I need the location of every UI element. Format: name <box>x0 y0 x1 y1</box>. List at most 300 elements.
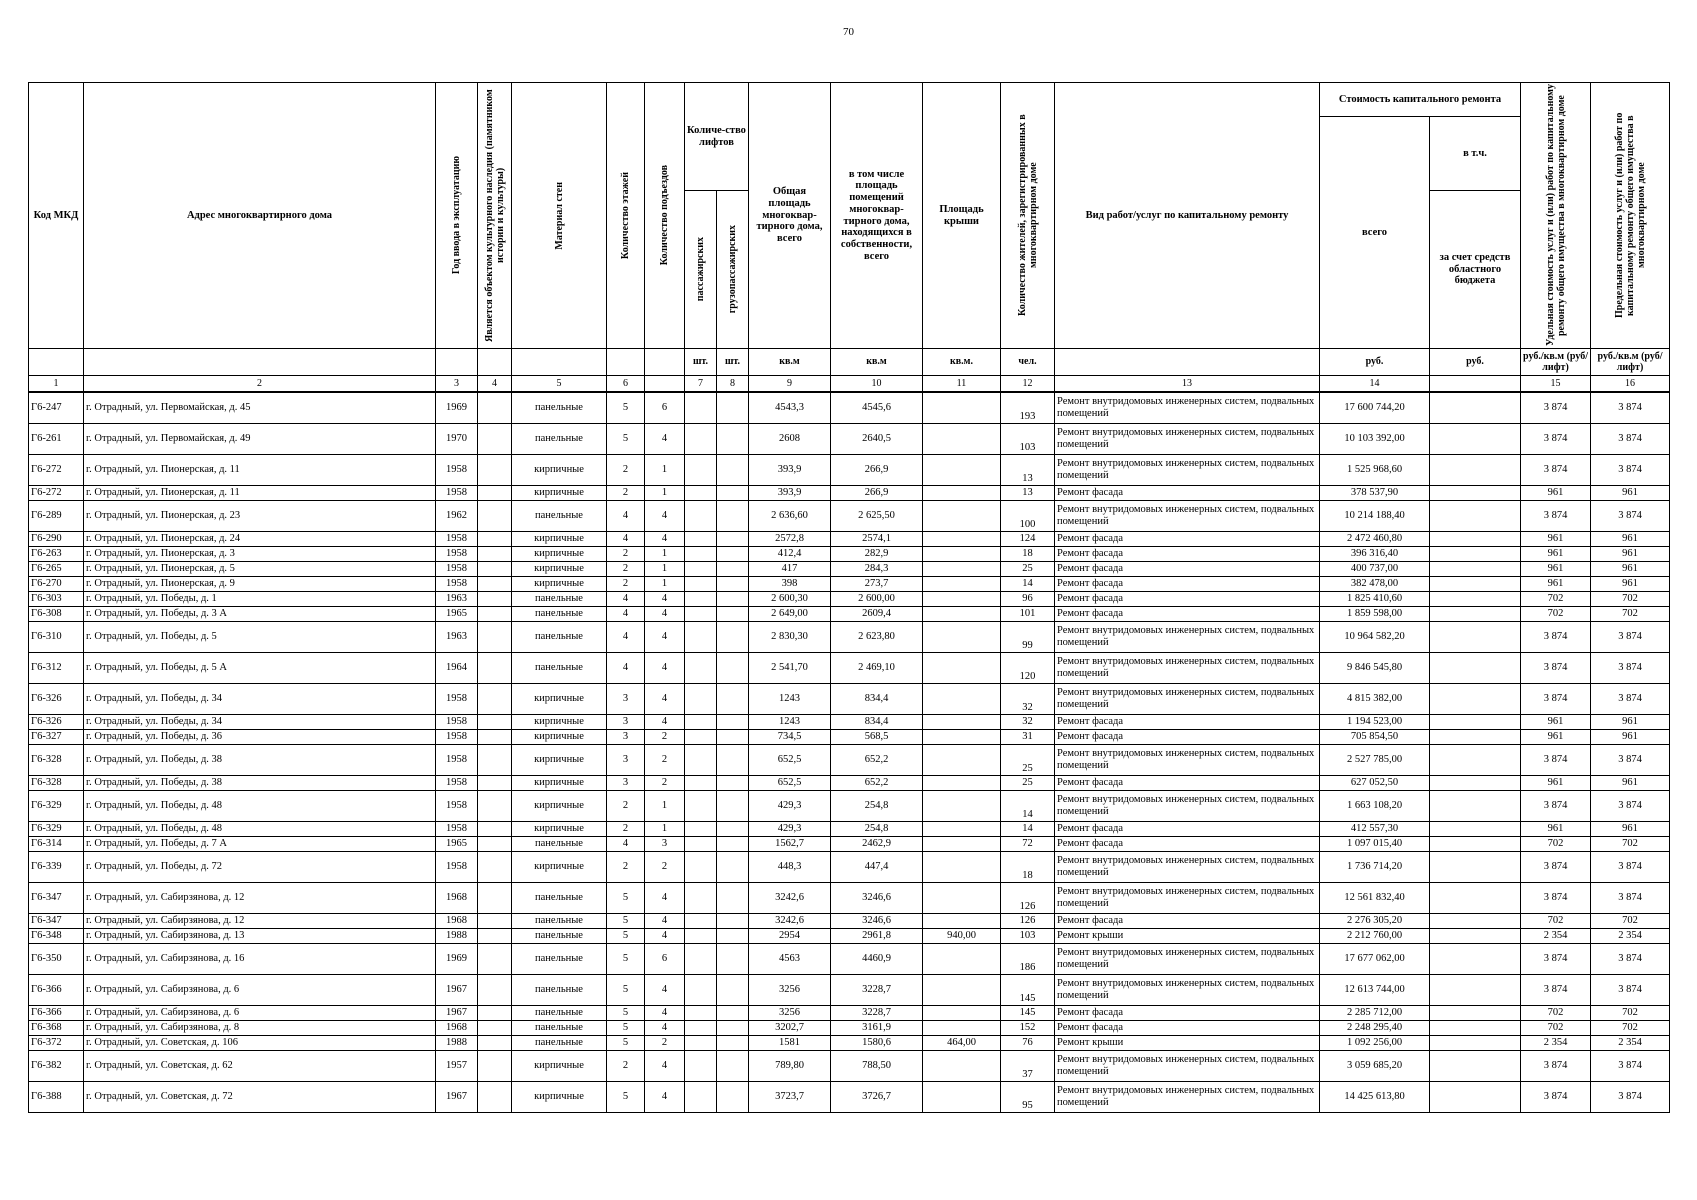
cell-code: Г6-326 <box>29 715 84 730</box>
cell-address: г. Отрадный, ул. Пионерская, д. 24 <box>84 532 436 547</box>
cell-residents: 25 <box>1001 776 1055 791</box>
cell-entrances: 4 <box>645 622 685 653</box>
cell-walls: кирпичные <box>512 455 607 486</box>
cell-max-cost: 702 <box>1591 837 1670 852</box>
cell-roof-area <box>923 653 1001 684</box>
cell-residents: 18 <box>1001 852 1055 883</box>
cell-cost-regional <box>1430 791 1521 822</box>
cell-code: Г6-366 <box>29 975 84 1006</box>
cell-total-area: 3256 <box>749 1006 831 1021</box>
cell-owned-area: 4545,6 <box>831 392 923 424</box>
cell-heritage <box>478 883 512 914</box>
cell-unit-cost: 961 <box>1521 562 1591 577</box>
cell-owned-area: 284,3 <box>831 562 923 577</box>
cell-lifts-passenger <box>685 975 717 1006</box>
cell-residents: 120 <box>1001 653 1055 684</box>
cell-heritage <box>478 791 512 822</box>
cell-max-cost: 3 874 <box>1591 883 1670 914</box>
table-row <box>29 653 1670 684</box>
cell-address: г. Отрадный, ул. Сабирзянова, д. 12 <box>84 914 436 929</box>
cell-year: 1967 <box>436 1082 478 1113</box>
cell-unit-cost: 961 <box>1521 822 1591 837</box>
cell-unit-cost: 3 874 <box>1521 975 1591 1006</box>
cell-work-type: Ремонт фасада <box>1055 822 1320 837</box>
cell-walls: панельные <box>512 944 607 975</box>
cell-code: Г6-329 <box>29 791 84 822</box>
cell-lifts-passenger <box>685 455 717 486</box>
cell-address: г. Отрадный, ул. Советская, д. 72 <box>84 1082 436 1113</box>
cell-cost-total: 10 964 582,20 <box>1320 622 1430 653</box>
cell-owned-area: 2640,5 <box>831 424 923 455</box>
cell-year: 1958 <box>436 730 478 745</box>
cell-cost-total: 1 097 015,40 <box>1320 837 1430 852</box>
cell-residents: 103 <box>1001 424 1055 455</box>
unit-sqm: кв.м <box>749 349 831 376</box>
cell-cost-total: 396 316,40 <box>1320 547 1430 562</box>
cell-floors: 4 <box>607 653 645 684</box>
table-row <box>29 929 1670 944</box>
cell-lifts-cargo <box>717 547 749 562</box>
cell-code: Г6-382 <box>29 1051 84 1082</box>
cell-total-area: 393,9 <box>749 455 831 486</box>
cell-cost-total: 1 194 523,00 <box>1320 715 1430 730</box>
cell-year: 1969 <box>436 392 478 424</box>
table-row <box>29 592 1670 607</box>
cell-cost-total: 1 663 108,20 <box>1320 791 1430 822</box>
cell-work-type: Ремонт фасада <box>1055 607 1320 622</box>
cell-work-type: Ремонт фасада <box>1055 486 1320 501</box>
cell-lifts-cargo <box>717 776 749 791</box>
cell-floors: 5 <box>607 883 645 914</box>
cell-walls: панельные <box>512 1021 607 1036</box>
column-number: 14 <box>1320 376 1430 393</box>
cell-lifts-passenger <box>685 883 717 914</box>
cell-residents: 13 <box>1001 486 1055 501</box>
cell-owned-area: 266,9 <box>831 455 923 486</box>
cell-year: 1958 <box>436 822 478 837</box>
cell-total-area: 4563 <box>749 944 831 975</box>
cell-cost-regional <box>1430 944 1521 975</box>
cell-roof-area <box>923 622 1001 653</box>
cell-total-area: 3723,7 <box>749 1082 831 1113</box>
cell-walls: панельные <box>512 501 607 532</box>
cell-total-area: 393,9 <box>749 486 831 501</box>
cell-work-type: Ремонт фасада <box>1055 776 1320 791</box>
cell-work-type: Ремонт внутридомовых инженерных систем, подвальных помещений <box>1055 1082 1320 1113</box>
cell-walls: кирпичные <box>512 532 607 547</box>
cell-floors: 3 <box>607 684 645 715</box>
table-row <box>29 715 1670 730</box>
cell-unit-cost: 3 874 <box>1521 745 1591 776</box>
cell-year: 1969 <box>436 944 478 975</box>
cell-roof-area <box>923 1006 1001 1021</box>
cell-residents: 101 <box>1001 607 1055 622</box>
cell-cost-regional <box>1430 684 1521 715</box>
column-number: 10 <box>831 376 923 393</box>
cell-heritage <box>478 1021 512 1036</box>
cell-max-cost: 961 <box>1591 562 1670 577</box>
cell-year: 1957 <box>436 1051 478 1082</box>
cell-address: г. Отрадный, ул. Советская, д. 106 <box>84 1036 436 1051</box>
cell-address: г. Отрадный, ул. Победы, д. 5 <box>84 622 436 653</box>
cell-cost-regional <box>1430 776 1521 791</box>
cell-max-cost: 3 874 <box>1591 684 1670 715</box>
cell-max-cost: 961 <box>1591 532 1670 547</box>
cell-lifts-passenger <box>685 929 717 944</box>
cell-entrances: 6 <box>645 944 685 975</box>
cell-floors: 2 <box>607 486 645 501</box>
cell-floors: 4 <box>607 837 645 852</box>
cell-address: г. Отрадный, ул. Победы, д. 48 <box>84 791 436 822</box>
column-number <box>1430 376 1521 393</box>
cell-cost-total: 2 276 305,20 <box>1320 914 1430 929</box>
cell-entrances: 4 <box>645 501 685 532</box>
cell-roof-area: 464,00 <box>923 1036 1001 1051</box>
cell-code: Г6-261 <box>29 424 84 455</box>
cell-year: 1958 <box>436 547 478 562</box>
cell-lifts-passenger <box>685 592 717 607</box>
cell-work-type: Ремонт фасада <box>1055 562 1320 577</box>
cell-walls: панельные <box>512 837 607 852</box>
cell-lifts-cargo <box>717 944 749 975</box>
cell-code: Г6-308 <box>29 607 84 622</box>
cell-unit-cost: 3 874 <box>1521 684 1591 715</box>
cell-roof-area: 940,00 <box>923 929 1001 944</box>
cell-max-cost: 702 <box>1591 914 1670 929</box>
cell-year: 1958 <box>436 684 478 715</box>
cell-cost-total: 1 525 968,60 <box>1320 455 1430 486</box>
cell-owned-area: 2462,9 <box>831 837 923 852</box>
cell-unit-cost: 3 874 <box>1521 622 1591 653</box>
cell-entrances: 2 <box>645 730 685 745</box>
cell-unit-cost: 702 <box>1521 914 1591 929</box>
cell-code: Г6-366 <box>29 1006 84 1021</box>
cell-cost-regional <box>1430 914 1521 929</box>
header-heritage: Является объектом культурного наследия (памятником истории и культуры) <box>483 89 506 342</box>
cell-residents: 145 <box>1001 975 1055 1006</box>
cell-lifts-passenger <box>685 776 717 791</box>
cell-address: г. Отрадный, ул. Победы, д. 5 А <box>84 653 436 684</box>
cell-walls: панельные <box>512 914 607 929</box>
cell-cost-regional <box>1430 392 1521 424</box>
cell-max-cost: 3 874 <box>1591 622 1670 653</box>
cell-code: Г6-329 <box>29 822 84 837</box>
cell-cost-total: 1 859 598,00 <box>1320 607 1430 622</box>
cell-heritage <box>478 852 512 883</box>
cell-code: Г6-368 <box>29 1021 84 1036</box>
table-row <box>29 914 1670 929</box>
cell-roof-area <box>923 852 1001 883</box>
cell-total-area: 2572,8 <box>749 532 831 547</box>
cell-year: 1958 <box>436 791 478 822</box>
cell-work-type: Ремонт внутридомовых инженерных систем, подвальных помещений <box>1055 791 1320 822</box>
cell-cost-regional <box>1430 455 1521 486</box>
cell-work-type: Ремонт внутридомовых инженерных систем, подвальных помещений <box>1055 975 1320 1006</box>
cell-entrances: 4 <box>645 607 685 622</box>
cell-entrances: 3 <box>645 837 685 852</box>
cell-lifts-cargo <box>717 532 749 547</box>
cell-max-cost: 3 874 <box>1591 975 1670 1006</box>
cell-year: 1965 <box>436 607 478 622</box>
cell-cost-total: 378 537,90 <box>1320 486 1430 501</box>
cell-heritage <box>478 745 512 776</box>
table-row <box>29 837 1670 852</box>
cell-walls: кирпичные <box>512 577 607 592</box>
cell-residents: 96 <box>1001 592 1055 607</box>
cell-total-area: 3256 <box>749 975 831 1006</box>
cell-work-type: Ремонт внутридомовых инженерных систем, подвальных помещений <box>1055 653 1320 684</box>
cell-address: г. Отрадный, ул. Победы, д. 3 А <box>84 607 436 622</box>
cell-cost-total: 14 425 613,80 <box>1320 1082 1430 1113</box>
column-number: 15 <box>1521 376 1591 393</box>
cell-total-area: 2 636,60 <box>749 501 831 532</box>
column-number: 1 <box>29 376 84 393</box>
cell-code: Г6-310 <box>29 622 84 653</box>
column-number: 12 <box>1001 376 1055 393</box>
cell-unit-cost: 961 <box>1521 730 1591 745</box>
cell-cost-regional <box>1430 715 1521 730</box>
cell-heritage <box>478 1051 512 1082</box>
cell-heritage <box>478 547 512 562</box>
cell-code: Г6-314 <box>29 837 84 852</box>
cell-roof-area <box>923 1082 1001 1113</box>
cell-roof-area <box>923 914 1001 929</box>
cell-unit-cost: 702 <box>1521 592 1591 607</box>
cell-heritage <box>478 562 512 577</box>
column-numbers-row <box>29 376 1670 393</box>
cell-walls: кирпичные <box>512 730 607 745</box>
unit-sqm: кв.м <box>831 349 923 376</box>
cell-cost-regional <box>1430 577 1521 592</box>
cell-code: Г6-327 <box>29 730 84 745</box>
cell-residents: 72 <box>1001 837 1055 852</box>
cell-lifts-passenger <box>685 577 717 592</box>
cell-entrances: 2 <box>645 745 685 776</box>
cell-lifts-passenger <box>685 1006 717 1021</box>
cell-lifts-passenger <box>685 392 717 424</box>
cell-lifts-cargo <box>717 852 749 883</box>
unit-rub-per-sqm: руб./кв.м (руб/лифт) <box>1591 349 1670 376</box>
cell-max-cost: 3 874 <box>1591 1082 1670 1113</box>
cell-unit-cost: 961 <box>1521 547 1591 562</box>
cell-floors: 2 <box>607 852 645 883</box>
table-row <box>29 486 1670 501</box>
cell-work-type: Ремонт внутридомовых инженерных систем, подвальных помещений <box>1055 944 1320 975</box>
cell-heritage <box>478 577 512 592</box>
cell-unit-cost: 702 <box>1521 1021 1591 1036</box>
column-number <box>645 376 685 393</box>
cell-entrances: 1 <box>645 562 685 577</box>
cell-lifts-passenger <box>685 1021 717 1036</box>
cell-entrances: 4 <box>645 975 685 1006</box>
cell-walls: кирпичные <box>512 547 607 562</box>
cell-year: 1958 <box>436 562 478 577</box>
cell-residents: 126 <box>1001 914 1055 929</box>
cell-entrances: 6 <box>645 392 685 424</box>
cell-year: 1968 <box>436 883 478 914</box>
cell-work-type: Ремонт внутридомовых инженерных систем, подвальных помещений <box>1055 455 1320 486</box>
cell-cost-total: 382 478,00 <box>1320 577 1430 592</box>
cell-work-type: Ремонт внутридомовых инженерных систем, подвальных помещений <box>1055 1051 1320 1082</box>
cell-roof-area <box>923 424 1001 455</box>
cell-year: 1988 <box>436 1036 478 1051</box>
cell-total-area: 1581 <box>749 1036 831 1051</box>
cell-floors: 3 <box>607 730 645 745</box>
cell-code: Г6-339 <box>29 852 84 883</box>
cell-lifts-cargo <box>717 715 749 730</box>
cell-max-cost: 3 874 <box>1591 852 1670 883</box>
header-cost-regional: за счет средств областного бюджета <box>1430 191 1521 349</box>
cell-floors: 5 <box>607 1082 645 1113</box>
cell-owned-area: 652,2 <box>831 776 923 791</box>
cell-lifts-passenger <box>685 837 717 852</box>
cell-owned-area: 254,8 <box>831 822 923 837</box>
cell-lifts-cargo <box>717 486 749 501</box>
cell-max-cost: 3 874 <box>1591 424 1670 455</box>
cell-roof-area <box>923 745 1001 776</box>
cell-walls: панельные <box>512 607 607 622</box>
cell-max-cost: 2 354 <box>1591 929 1670 944</box>
column-number: 3 <box>436 376 478 393</box>
cell-walls: панельные <box>512 1006 607 1021</box>
cell-year: 1958 <box>436 852 478 883</box>
table-row <box>29 822 1670 837</box>
column-number: 2 <box>84 376 436 393</box>
cell-walls: панельные <box>512 592 607 607</box>
cell-unit-cost: 3 874 <box>1521 883 1591 914</box>
cell-entrances: 4 <box>645 1051 685 1082</box>
cell-lifts-passenger <box>685 852 717 883</box>
cell-cost-total: 4 815 382,00 <box>1320 684 1430 715</box>
table-row <box>29 883 1670 914</box>
table-row <box>29 577 1670 592</box>
cell-code: Г6-265 <box>29 562 84 577</box>
cell-lifts-cargo <box>717 822 749 837</box>
cell-total-area: 2954 <box>749 929 831 944</box>
cell-residents: 126 <box>1001 883 1055 914</box>
cell-lifts-passenger <box>685 1036 717 1051</box>
table-row <box>29 532 1670 547</box>
cell-entrances: 4 <box>645 1006 685 1021</box>
cell-roof-area <box>923 455 1001 486</box>
cell-year: 1962 <box>436 501 478 532</box>
cell-walls: панельные <box>512 929 607 944</box>
cell-heritage <box>478 837 512 852</box>
cell-floors: 4 <box>607 501 645 532</box>
cell-entrances: 4 <box>645 1021 685 1036</box>
cell-max-cost: 3 874 <box>1591 944 1670 975</box>
cell-entrances: 4 <box>645 684 685 715</box>
cell-entrances: 1 <box>645 486 685 501</box>
cell-cost-total: 3 059 685,20 <box>1320 1051 1430 1082</box>
cell-address: г. Отрадный, ул. Первомайская, д. 49 <box>84 424 436 455</box>
cell-cost-total: 12 561 832,40 <box>1320 883 1430 914</box>
cell-address: г. Отрадный, ул. Сабирзянова, д. 6 <box>84 975 436 1006</box>
cell-max-cost: 961 <box>1591 577 1670 592</box>
cell-code: Г6-290 <box>29 532 84 547</box>
cell-residents: 31 <box>1001 730 1055 745</box>
cell-cost-regional <box>1430 730 1521 745</box>
cell-owned-area: 254,8 <box>831 791 923 822</box>
cell-max-cost: 3 874 <box>1591 392 1670 424</box>
cell-total-area: 412,4 <box>749 547 831 562</box>
table-row <box>29 975 1670 1006</box>
header-entrances: Количество подъездов <box>659 165 670 266</box>
cell-year: 1968 <box>436 1021 478 1036</box>
cell-total-area: 2 541,70 <box>749 653 831 684</box>
header-max-cost: Предельная стоимость услуг и (или) работ по капитальному ремонту общего имущества в многоквартирном доме <box>1613 112 1647 319</box>
cell-lifts-cargo <box>717 684 749 715</box>
cell-cost-total: 17 677 062,00 <box>1320 944 1430 975</box>
cell-floors: 5 <box>607 929 645 944</box>
cell-heritage <box>478 730 512 745</box>
cell-owned-area: 3161,9 <box>831 1021 923 1036</box>
header-unit-cost: Удельная стоимость услуг и (или) работ по капитальному ремонту общего имущества в многоквартирном доме <box>1544 84 1567 347</box>
cell-heritage <box>478 501 512 532</box>
header-total-area: Общая площадь многоквар-тирного дома, всего <box>749 83 831 349</box>
cell-lifts-passenger <box>685 1082 717 1113</box>
cell-work-type: Ремонт крыши <box>1055 1036 1320 1051</box>
table-row <box>29 455 1670 486</box>
cell-address: г. Отрадный, ул. Советская, д. 62 <box>84 1051 436 1082</box>
cell-owned-area: 282,9 <box>831 547 923 562</box>
cell-year: 1958 <box>436 715 478 730</box>
cell-lifts-passenger <box>685 1051 717 1082</box>
cell-heritage <box>478 776 512 791</box>
cell-walls: кирпичные <box>512 1051 607 1082</box>
cell-total-area: 2 649,00 <box>749 607 831 622</box>
cell-total-area: 652,5 <box>749 745 831 776</box>
table-body <box>29 392 1670 1113</box>
cell-lifts-passenger <box>685 653 717 684</box>
cell-lifts-passenger <box>685 914 717 929</box>
cell-address: г. Отрадный, ул. Пионерская, д. 11 <box>84 455 436 486</box>
cell-lifts-cargo <box>717 730 749 745</box>
cell-cost-total: 627 052,50 <box>1320 776 1430 791</box>
cell-unit-cost: 702 <box>1521 607 1591 622</box>
cell-max-cost: 3 874 <box>1591 501 1670 532</box>
cell-heritage <box>478 684 512 715</box>
cell-unit-cost: 3 874 <box>1521 392 1591 424</box>
cell-work-type: Ремонт фасада <box>1055 730 1320 745</box>
cell-unit-cost: 702 <box>1521 837 1591 852</box>
cell-lifts-cargo <box>717 607 749 622</box>
cell-heritage <box>478 622 512 653</box>
cell-lifts-cargo <box>717 592 749 607</box>
cell-heritage <box>478 607 512 622</box>
cell-address: г. Отрадный, ул. Сабирзянова, д. 6 <box>84 1006 436 1021</box>
cell-work-type: Ремонт фасада <box>1055 715 1320 730</box>
cell-lifts-cargo <box>717 1006 749 1021</box>
cell-lifts-passenger <box>685 944 717 975</box>
cell-code: Г6-350 <box>29 944 84 975</box>
cell-residents: 14 <box>1001 822 1055 837</box>
cell-floors: 2 <box>607 822 645 837</box>
cell-cost-regional <box>1430 622 1521 653</box>
cell-roof-area <box>923 883 1001 914</box>
cell-walls: кирпичные <box>512 852 607 883</box>
cell-heritage <box>478 929 512 944</box>
cell-unit-cost: 3 874 <box>1521 455 1591 486</box>
cell-cost-total: 705 854,50 <box>1320 730 1430 745</box>
header-owned-area: в том числе площадь помещений многоквар-тирного дома, находящихся в собственности, всего <box>831 83 923 349</box>
cell-residents: 32 <box>1001 684 1055 715</box>
cell-lifts-cargo <box>717 1051 749 1082</box>
cell-code: Г6-289 <box>29 501 84 532</box>
cell-walls: кирпичные <box>512 776 607 791</box>
cell-max-cost: 961 <box>1591 486 1670 501</box>
column-number: 11 <box>923 376 1001 393</box>
